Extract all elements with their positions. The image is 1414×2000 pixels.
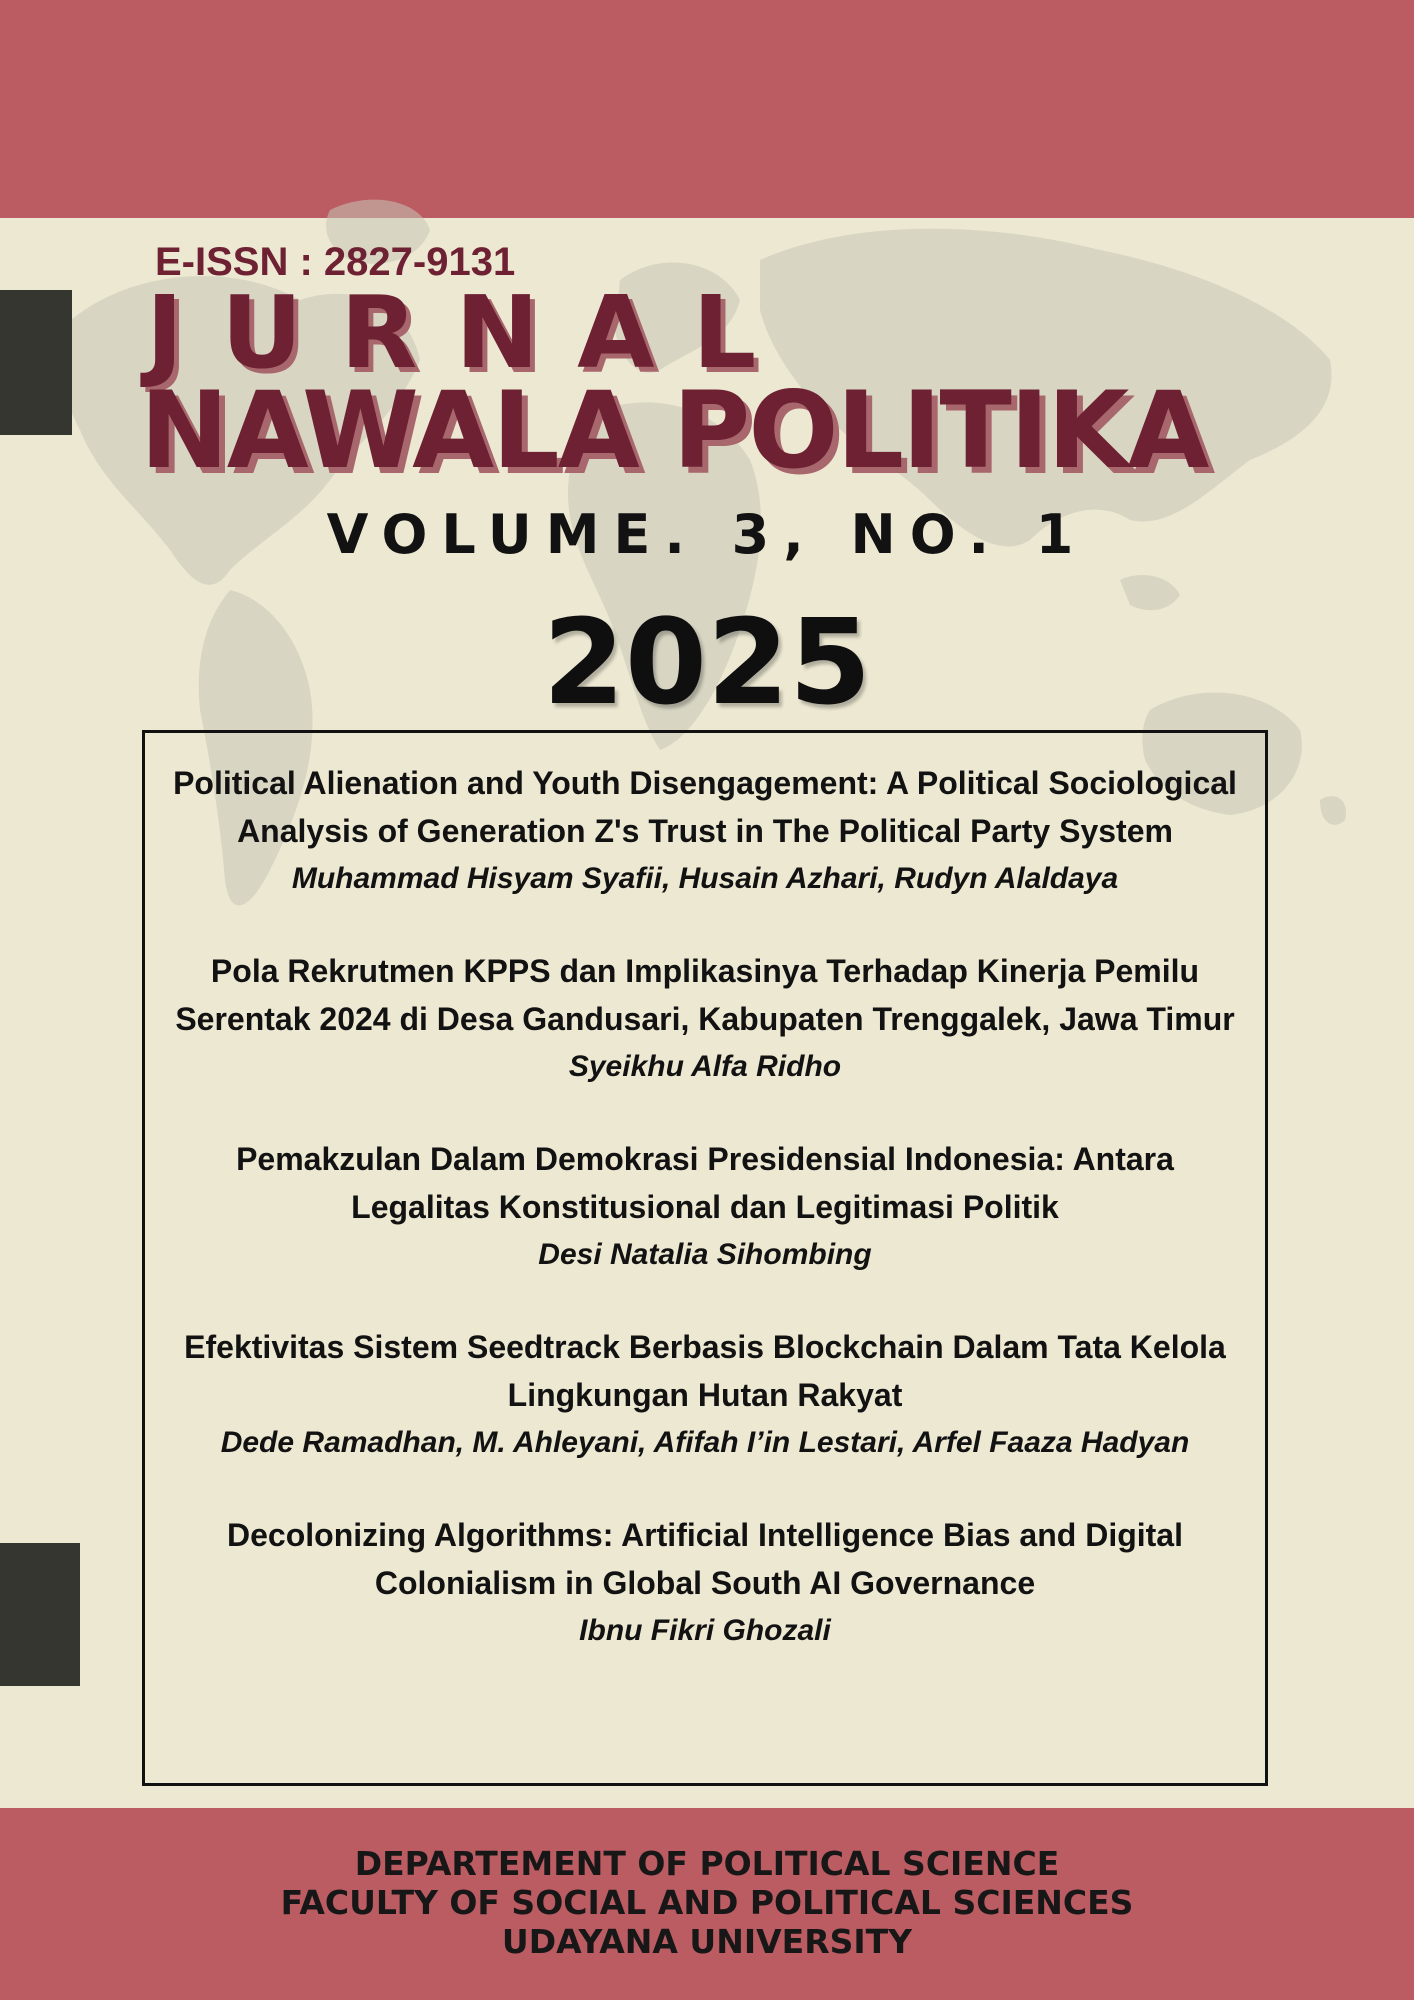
publisher-footer: [0, 1844, 1414, 1961]
article-authors: Dede Ramadhan, M. Ahleyani, Afifah I’in Lestari, Arfel Faaza Hadyan: [220, 1426, 1190, 1459]
decorative-side-block-top: [0, 290, 72, 435]
university-name: UDAYANA UNIVERSITY: [501, 1922, 913, 1961]
decorative-side-block-bottom: [0, 1543, 80, 1686]
article-entry: [145, 1135, 1265, 1279]
issn-label: E-ISSN : 2827-9131: [155, 240, 516, 284]
article-entry: [145, 759, 1265, 903]
article-entry: [145, 1511, 1265, 1655]
article-title: Political Alienation and Youth Disengagement: A Political Sociological Analysis of Generation Z's Trust in The Political Party System: [173, 765, 1237, 849]
article-authors: Desi Natalia Sihombing: [538, 1238, 872, 1271]
year-label: 2025: [542, 593, 872, 731]
department-name: DEPARTEMENT OF POLITICAL SCIENCE: [354, 1844, 1060, 1883]
table-of-contents: [142, 730, 1268, 1786]
article-title: Pemakzulan Dalam Demokrasi Presidensial Indonesia: Antara Legalitas Konstitusional dan Legitimasi Politik: [236, 1141, 1174, 1225]
article-entry: [145, 1323, 1265, 1467]
article-title: Decolonizing Algorithms: Artificial Intelligence Bias and Digital Colonialism in Global South AI Governance: [227, 1517, 1183, 1601]
journal-title: NAWALA POLITIKA: [140, 369, 1208, 492]
volume-label: VOLUME. 3, NO. 1: [326, 503, 1088, 566]
article-authors: Muhammad Hisyam Syafii, Husain Azhari, Rudyn Alaldaya: [291, 862, 1119, 895]
article-entry: [145, 947, 1265, 1091]
article-title: Efektivitas Sistem Seedtrack Berbasis Blockchain Dalam Tata Kelola Lingkungan Hutan Rakyat: [184, 1329, 1226, 1413]
article-authors: Ibnu Fikri Ghozali: [579, 1614, 831, 1647]
article-authors: Syeikhu Alfa Ridho: [568, 1050, 842, 1083]
article-title: Pola Rekrutmen KPPS dan Implikasinya Terhadap Kinerja Pemilu Serentak 2024 di Desa Gandusari, Kabupaten Trenggalek, Jawa Timur: [175, 953, 1235, 1037]
journal-prefix: JURNAL: [146, 274, 795, 391]
faculty-name: FACULTY OF SOCIAL AND POLITICAL SCIENCES: [280, 1883, 1134, 1922]
